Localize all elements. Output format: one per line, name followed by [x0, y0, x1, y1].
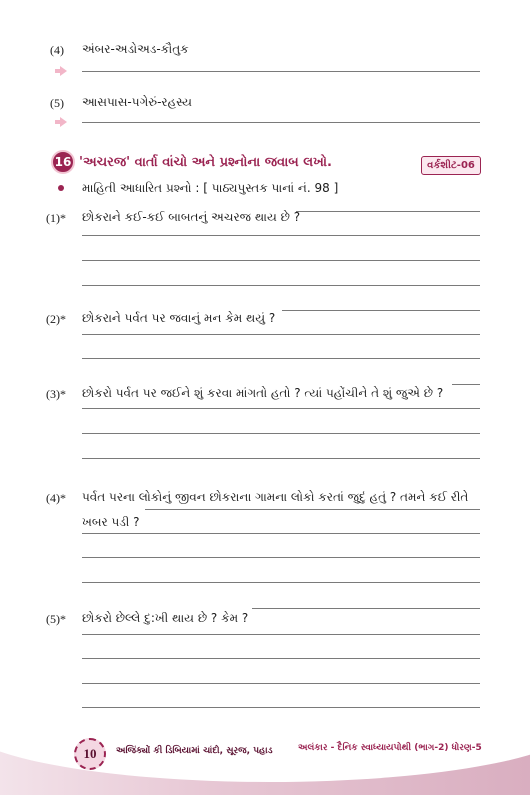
section-heading: 'અચરજ' વાર્તા વાંચો અને પ્રશ્નોના જવાબ લખો.: [79, 155, 332, 170]
question-text-5: છોકરો છેલ્લે દુ:ખી થાય છે ? કેમ ?: [82, 611, 249, 625]
vocab-number-5: (5): [50, 96, 64, 110]
answer-line[interactable]: [82, 433, 480, 434]
answer-line[interactable]: [82, 533, 480, 534]
question-number-2: (2)*: [46, 312, 66, 326]
answer-line[interactable]: [82, 260, 480, 261]
question-text-2: છોકરાને પર્વત પર જવાનું મન કેમ થયું ?: [82, 311, 276, 325]
vocab-words-5: આસપાસ-પગેરું-રહસ્ય: [82, 95, 192, 109]
answer-line[interactable]: [82, 358, 480, 359]
answer-line[interactable]: [82, 683, 480, 684]
question-text-3: છોકરો પર્વત પર જઈને શું કરવા માંગતો હતો ? ત્યાં પહોંચીને તે શું જુએ છે ?: [82, 386, 444, 400]
answer-line[interactable]: [82, 458, 480, 459]
answer-line[interactable]: [296, 211, 480, 212]
page-number: 10: [74, 738, 106, 770]
answer-line[interactable]: [82, 634, 480, 635]
answer-line[interactable]: [82, 707, 480, 708]
arrow-icon: [60, 117, 67, 127]
question-number-4: (4)*: [46, 491, 66, 505]
question-text-4-continued: ખબર પડી ?: [82, 515, 140, 529]
answer-line[interactable]: [82, 71, 480, 72]
question-text-1: છોકરાને કઈ-કઈ બાબતનું અચરજ થાય છે ?: [82, 210, 301, 224]
vocab-number-4: (4): [50, 43, 64, 57]
answer-line[interactable]: [82, 408, 480, 409]
question-text-4: પર્વત પરના લોકોનું જીવન છોકરાના ગામના લોકો કરતાં જુદું હતું ? તમને કઈ રીતે: [82, 490, 469, 504]
question-number-1: (1)*: [46, 211, 66, 225]
footer-chapter-title: અજિંક્યોં કી ડિબિયામાં ચાંદો, સૂરજ, પહાડ: [116, 746, 273, 756]
arrow-icon: [60, 66, 67, 76]
footer-book-title: અલંકાર - દૈનિક સ્વાધ્યાયપોથી (ભાગ-2) ધોરણ-5: [298, 743, 482, 753]
answer-line[interactable]: [145, 509, 480, 510]
vocab-words-4: અંબર-અડોઅડ-કૌતુક: [82, 42, 189, 56]
question-number-5: (5)*: [46, 612, 66, 626]
answer-line[interactable]: [82, 658, 480, 659]
answer-line[interactable]: [282, 310, 480, 311]
answer-line[interactable]: [252, 608, 480, 609]
answer-line[interactable]: [82, 235, 480, 236]
answer-line[interactable]: [82, 285, 480, 286]
worksheet-label: વર્કશીટ-06: [421, 156, 481, 175]
subheading: માહિતી આધારિત પ્રશ્નો : [ પાઠ્યપુસ્તક પાનાં નં. 98 ]: [82, 181, 339, 195]
question-number-3: (3)*: [46, 387, 66, 401]
section-number-badge: 16: [51, 150, 75, 174]
answer-line[interactable]: [82, 334, 480, 335]
answer-line[interactable]: [82, 122, 480, 123]
answer-line[interactable]: [82, 582, 480, 583]
bullet-icon: [58, 185, 64, 191]
answer-line[interactable]: [452, 384, 480, 385]
answer-line[interactable]: [82, 557, 480, 558]
